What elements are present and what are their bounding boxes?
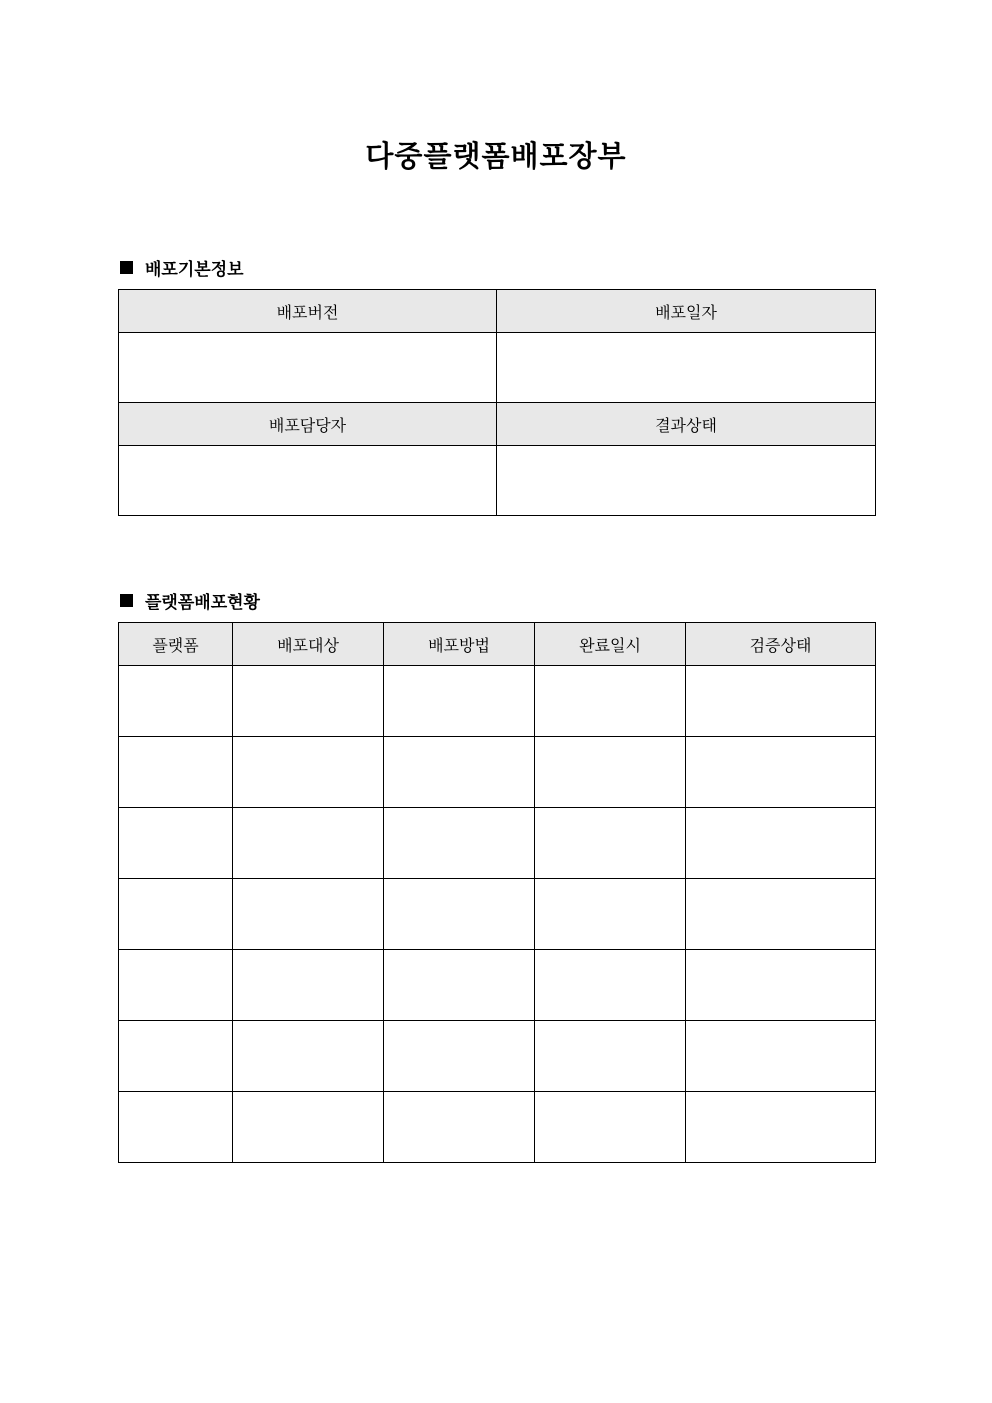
table-cell[interactable] [686, 1092, 876, 1163]
table-row [119, 1021, 876, 1092]
table-cell[interactable] [384, 1092, 535, 1163]
table-cell[interactable] [119, 666, 233, 737]
table-cell[interactable] [686, 737, 876, 808]
document-title: 다중플랫폼배포장부 [365, 139, 627, 173]
field-value-date[interactable] [497, 333, 876, 403]
table-cell[interactable] [119, 737, 233, 808]
field-label-version: 배포버전 [119, 290, 497, 333]
table-row [119, 1092, 876, 1163]
table-cell[interactable] [384, 808, 535, 879]
basic-info-table [118, 289, 876, 516]
table-cell[interactable] [119, 879, 233, 950]
table-cell[interactable] [233, 737, 384, 808]
table-row [119, 879, 876, 950]
table-cell[interactable] [535, 950, 686, 1021]
column-header: 플랫폼 [119, 623, 233, 666]
square-bullet-icon [120, 261, 133, 274]
table-cell[interactable] [535, 1092, 686, 1163]
platform-status-heading-text: 플랫폼배포현황 [145, 593, 260, 613]
table-cell[interactable] [384, 737, 535, 808]
table-cell[interactable] [233, 879, 384, 950]
table-cell[interactable] [686, 666, 876, 737]
table-cell[interactable] [686, 1021, 876, 1092]
table-cell[interactable] [384, 950, 535, 1021]
table-row [119, 950, 876, 1021]
table-cell[interactable] [535, 666, 686, 737]
column-header: 완료일시 [535, 623, 686, 666]
table-cell[interactable] [535, 737, 686, 808]
basic-info-heading-text: 배포기본정보 [145, 260, 244, 280]
platform-status-heading [120, 588, 260, 613]
field-label-date: 배포일자 [497, 290, 876, 333]
basic-info-heading [120, 255, 244, 280]
field-value-result[interactable] [497, 446, 876, 516]
table-cell[interactable] [384, 1021, 535, 1092]
table-cell[interactable] [535, 1021, 686, 1092]
column-header: 배포방법 [384, 623, 535, 666]
table-cell[interactable] [686, 950, 876, 1021]
table-row [119, 666, 876, 737]
table-cell[interactable] [686, 808, 876, 879]
table-cell[interactable] [233, 1021, 384, 1092]
table-cell[interactable] [119, 808, 233, 879]
table-cell[interactable] [233, 950, 384, 1021]
table-cell[interactable] [535, 808, 686, 879]
table-cell[interactable] [233, 666, 384, 737]
table-cell[interactable] [119, 1092, 233, 1163]
table-row [119, 737, 876, 808]
square-bullet-icon [120, 594, 133, 607]
field-value-manager[interactable] [119, 446, 497, 516]
field-label-result: 결과상태 [497, 403, 876, 446]
table-cell[interactable] [535, 879, 686, 950]
column-header: 배포대상 [233, 623, 384, 666]
table-cell[interactable] [384, 879, 535, 950]
table-cell[interactable] [119, 950, 233, 1021]
table-cell[interactable] [233, 808, 384, 879]
table-cell[interactable] [119, 1021, 233, 1092]
table-row [119, 808, 876, 879]
field-label-manager: 배포담당자 [119, 403, 497, 446]
table-cell[interactable] [686, 879, 876, 950]
column-header: 검증상태 [686, 623, 876, 666]
table-cell[interactable] [233, 1092, 384, 1163]
table-header-row [119, 623, 876, 666]
table-cell[interactable] [384, 666, 535, 737]
field-value-version[interactable] [119, 333, 497, 403]
platform-status-table [118, 622, 876, 1163]
